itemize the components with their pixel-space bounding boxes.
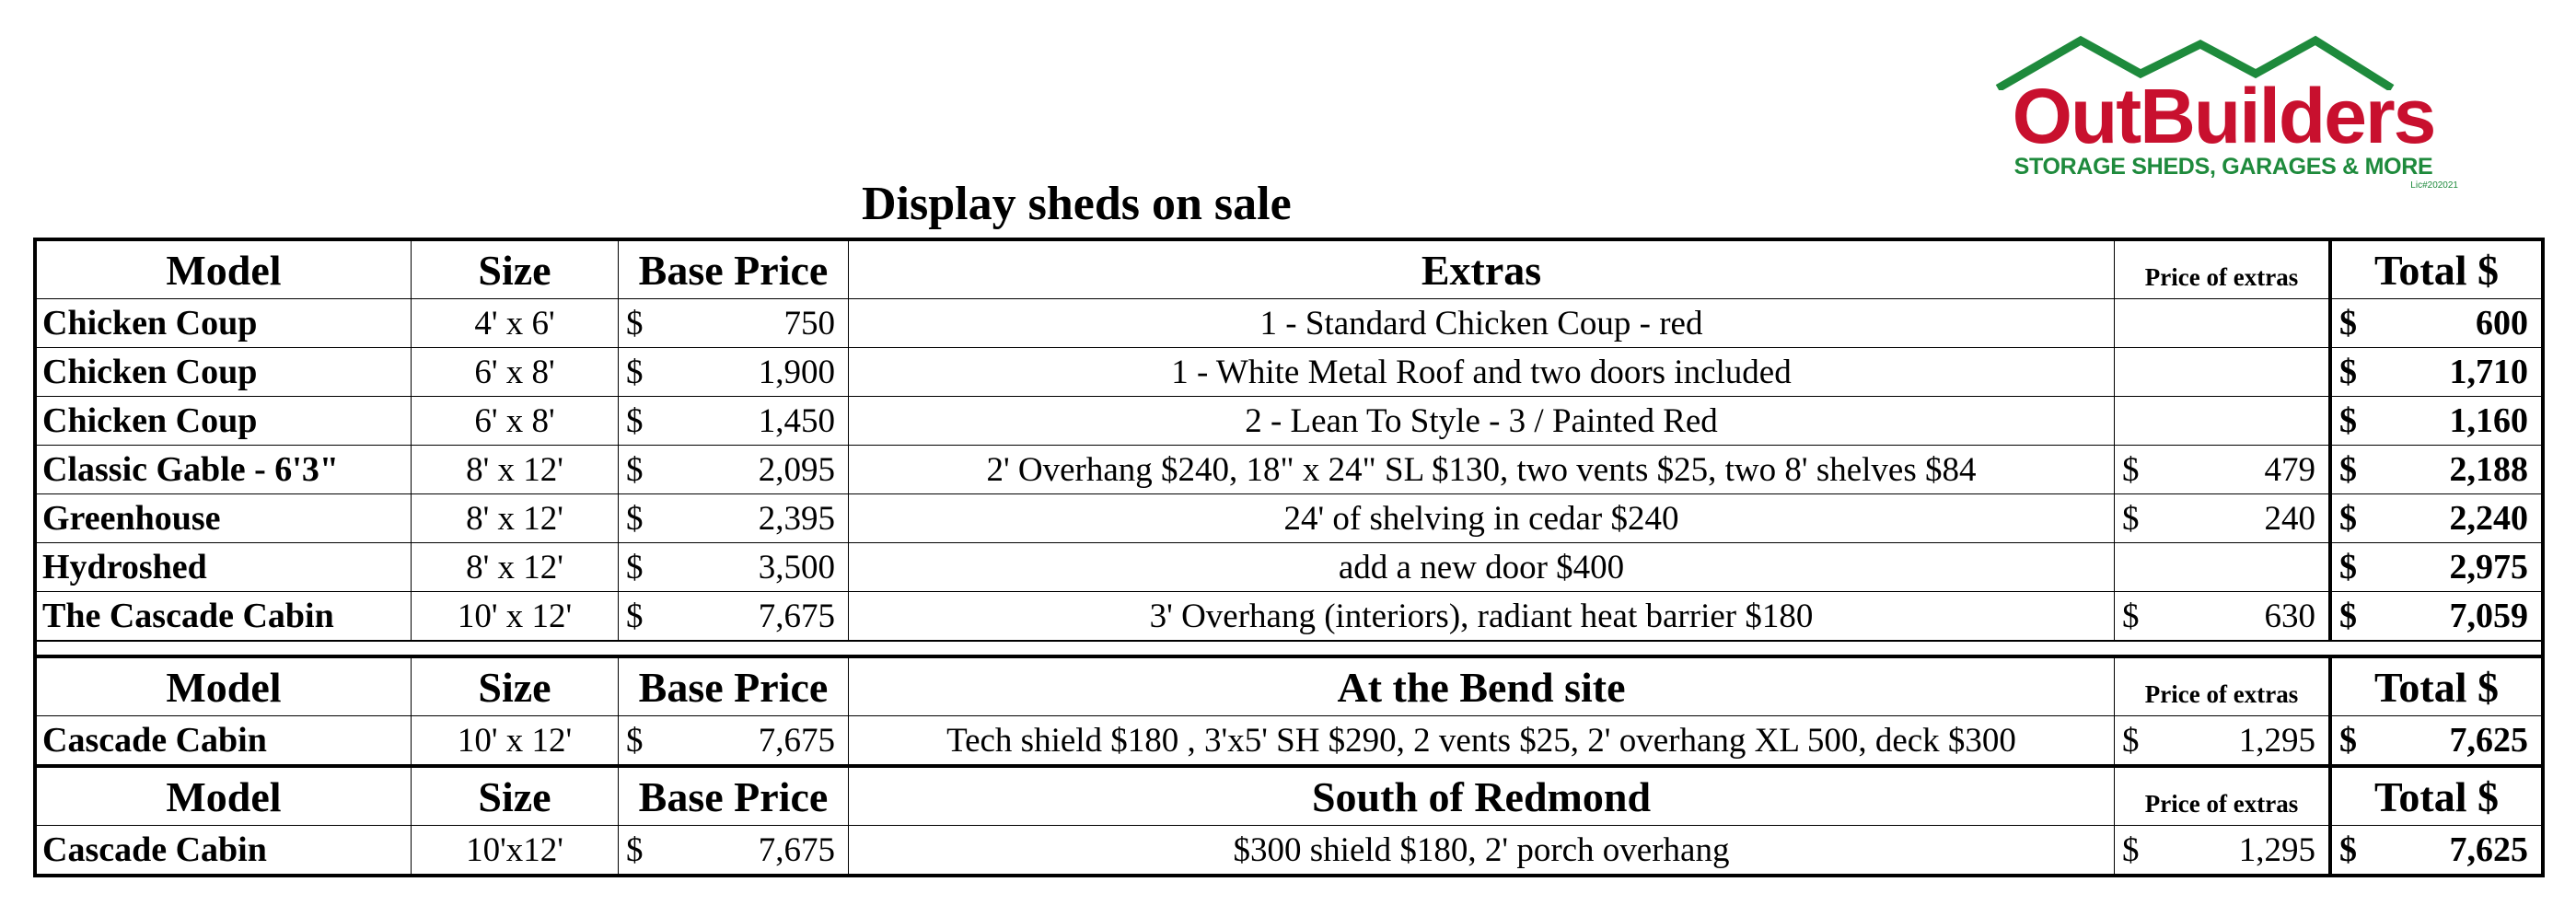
cell-model: The Cascade Cabin bbox=[33, 592, 411, 640]
cell-price-of-extras bbox=[2114, 826, 2328, 874]
table-row bbox=[33, 347, 2545, 396]
table-row bbox=[33, 715, 2545, 764]
logo-wordmark: OutBuilders bbox=[2012, 73, 2435, 159]
section-separator bbox=[33, 640, 2545, 655]
cell-base-price bbox=[618, 446, 848, 493]
cell-price-of-extras bbox=[2114, 543, 2328, 591]
cell-size: 10' x 12' bbox=[411, 592, 618, 640]
cell-size: 8' x 12' bbox=[411, 543, 618, 591]
header-size: Size bbox=[411, 658, 618, 715]
header-price-of-extras: Price of extras bbox=[2114, 658, 2328, 715]
total-value: 2,975 bbox=[2449, 548, 2528, 586]
cell-extras: add a new door $400 bbox=[848, 543, 2114, 591]
currency-symbol: $ bbox=[626, 499, 644, 538]
cell-base-price bbox=[618, 299, 848, 347]
cell-model: Cascade Cabin bbox=[33, 826, 411, 874]
cell-size: 8' x 12' bbox=[411, 494, 618, 542]
base-price-value: 3,500 bbox=[758, 548, 835, 586]
currency-symbol: $ bbox=[626, 401, 644, 440]
cell-base-price bbox=[618, 592, 848, 640]
table-header-row bbox=[33, 764, 2545, 825]
header-model: Model bbox=[33, 658, 411, 715]
cell-extras: 2' Overhang $240, 18" x 24" SL $130, two vents $25, two 8' shelves $84 bbox=[848, 446, 2114, 493]
base-price-value: 750 bbox=[783, 304, 835, 342]
cell-model: Chicken Coup bbox=[33, 397, 411, 445]
base-price-value: 1,450 bbox=[758, 401, 835, 440]
cell-base-price bbox=[618, 397, 848, 445]
base-price-value: 7,675 bbox=[758, 830, 835, 869]
cell-total bbox=[2328, 494, 2545, 542]
outbuilders-logo bbox=[1979, 35, 2458, 192]
cell-base-price bbox=[618, 826, 848, 874]
table-header-row bbox=[33, 238, 2545, 298]
header-price-of-extras: Price of extras bbox=[2114, 768, 2328, 825]
total-value: 7,625 bbox=[2449, 721, 2528, 760]
currency-symbol: $ bbox=[2339, 499, 2357, 538]
header-size: Size bbox=[411, 241, 618, 298]
cell-size: 10'x12' bbox=[411, 826, 618, 874]
price-of-extras-value: 630 bbox=[2264, 597, 2315, 635]
currency-symbol: $ bbox=[2122, 830, 2140, 869]
currency-symbol: $ bbox=[626, 450, 644, 489]
cell-total bbox=[2328, 446, 2545, 493]
header-base-price: Base Price bbox=[618, 658, 848, 715]
base-price-value: 2,395 bbox=[758, 499, 835, 538]
header-south-of-redmond: South of Redmond bbox=[848, 768, 2114, 825]
cell-price-of-extras bbox=[2114, 592, 2328, 640]
cell-size: 6' x 8' bbox=[411, 397, 618, 445]
cell-price-of-extras bbox=[2114, 716, 2328, 764]
header-model: Model bbox=[33, 768, 411, 825]
cell-total bbox=[2328, 348, 2545, 396]
header-total: Total $ bbox=[2328, 768, 2545, 825]
cell-price-of-extras bbox=[2114, 397, 2328, 445]
header-size: Size bbox=[411, 768, 618, 825]
logo-tagline: STORAGE SHEDS, GARAGES & MORE bbox=[2013, 154, 2433, 180]
currency-symbol: $ bbox=[2339, 830, 2357, 869]
base-price-value: 2,095 bbox=[758, 450, 835, 489]
cell-total bbox=[2328, 716, 2545, 764]
price-of-extras-value: 1,295 bbox=[2238, 830, 2315, 869]
total-value: 7,059 bbox=[2449, 597, 2528, 635]
currency-symbol: $ bbox=[2339, 597, 2357, 635]
cell-size: 10' x 12' bbox=[411, 716, 618, 764]
currency-symbol: $ bbox=[626, 830, 644, 869]
cell-base-price bbox=[618, 348, 848, 396]
total-value: 7,625 bbox=[2449, 830, 2528, 869]
page-title: Display sheds on sale bbox=[862, 178, 1292, 230]
currency-symbol: $ bbox=[626, 597, 644, 635]
table-row bbox=[33, 298, 2545, 347]
cell-extras: 2 - Lean To Style - 3 / Painted Red bbox=[848, 397, 2114, 445]
base-price-value: 7,675 bbox=[758, 721, 835, 760]
cell-size: 8' x 12' bbox=[411, 446, 618, 493]
logo-license: Lic#202021 bbox=[2410, 180, 2458, 191]
cell-total bbox=[2328, 543, 2545, 591]
cell-model: Classic Gable - 6'3" bbox=[33, 446, 411, 493]
header-model: Model bbox=[33, 241, 411, 298]
cell-extras: 1 - Standard Chicken Coup - red bbox=[848, 299, 2114, 347]
cell-total bbox=[2328, 592, 2545, 640]
cell-price-of-extras bbox=[2114, 348, 2328, 396]
cell-base-price bbox=[618, 494, 848, 542]
header-total: Total $ bbox=[2328, 241, 2545, 298]
cell-extras: $300 shield $180, 2' porch overhang bbox=[848, 826, 2114, 874]
cell-price-of-extras bbox=[2114, 299, 2328, 347]
separator-fill bbox=[33, 642, 2545, 655]
header-extras: Extras bbox=[848, 241, 2114, 298]
cell-base-price bbox=[618, 543, 848, 591]
cell-size: 4' x 6' bbox=[411, 299, 618, 347]
total-value: 2,188 bbox=[2449, 450, 2528, 489]
cell-model: Greenhouse bbox=[33, 494, 411, 542]
currency-symbol: $ bbox=[626, 353, 644, 391]
cell-model: Cascade Cabin bbox=[33, 716, 411, 764]
cell-extras: 24' of shelving in cedar $240 bbox=[848, 494, 2114, 542]
currency-symbol: $ bbox=[626, 721, 644, 760]
cell-total bbox=[2328, 826, 2545, 874]
header-base-price: Base Price bbox=[618, 768, 848, 825]
base-price-value: 7,675 bbox=[758, 597, 835, 635]
table-row bbox=[33, 445, 2545, 493]
cell-price-of-extras bbox=[2114, 446, 2328, 493]
price-of-extras-value: 479 bbox=[2264, 450, 2315, 489]
currency-symbol: $ bbox=[2122, 499, 2140, 538]
total-value: 600 bbox=[2476, 304, 2528, 342]
price-of-extras-value: 240 bbox=[2264, 499, 2315, 538]
cell-extras: 1 - White Metal Roof and two doors included bbox=[848, 348, 2114, 396]
total-value: 1,710 bbox=[2449, 353, 2528, 391]
header-bend-site: At the Bend site bbox=[848, 658, 2114, 715]
cell-model: Hydroshed bbox=[33, 543, 411, 591]
table-row bbox=[33, 591, 2545, 640]
currency-symbol: $ bbox=[2339, 721, 2357, 760]
currency-symbol: $ bbox=[626, 548, 644, 586]
currency-symbol: $ bbox=[2339, 450, 2357, 489]
price-table bbox=[33, 238, 2545, 877]
price-of-extras-value: 1,295 bbox=[2238, 721, 2315, 760]
total-value: 2,240 bbox=[2449, 499, 2528, 538]
table-row bbox=[33, 493, 2545, 542]
currency-symbol: $ bbox=[2339, 304, 2357, 342]
currency-symbol: $ bbox=[2122, 450, 2140, 489]
cell-size: 6' x 8' bbox=[411, 348, 618, 396]
cell-extras: Tech shield $180 , 3'x5' SH $290, 2 vents $25, 2' overhang XL 500, deck $300 bbox=[848, 716, 2114, 764]
header-price-of-extras: Price of extras bbox=[2114, 241, 2328, 298]
cell-total bbox=[2328, 299, 2545, 347]
currency-symbol: $ bbox=[626, 304, 644, 342]
cell-base-price bbox=[618, 716, 848, 764]
table-header-row bbox=[33, 655, 2545, 715]
currency-symbol: $ bbox=[2339, 548, 2357, 586]
currency-symbol: $ bbox=[2122, 597, 2140, 635]
currency-symbol: $ bbox=[2122, 721, 2140, 760]
currency-symbol: $ bbox=[2339, 401, 2357, 440]
header-total: Total $ bbox=[2328, 658, 2545, 715]
total-value: 1,160 bbox=[2449, 401, 2528, 440]
table-row bbox=[33, 825, 2545, 877]
cell-extras: 3' Overhang (interiors), radiant heat barrier $180 bbox=[848, 592, 2114, 640]
cell-model: Chicken Coup bbox=[33, 299, 411, 347]
table-row bbox=[33, 396, 2545, 445]
cell-price-of-extras bbox=[2114, 494, 2328, 542]
table-row bbox=[33, 542, 2545, 591]
cell-total bbox=[2328, 397, 2545, 445]
currency-symbol: $ bbox=[2339, 353, 2357, 391]
header-base-price: Base Price bbox=[618, 241, 848, 298]
base-price-value: 1,900 bbox=[758, 353, 835, 391]
cell-model: Chicken Coup bbox=[33, 348, 411, 396]
